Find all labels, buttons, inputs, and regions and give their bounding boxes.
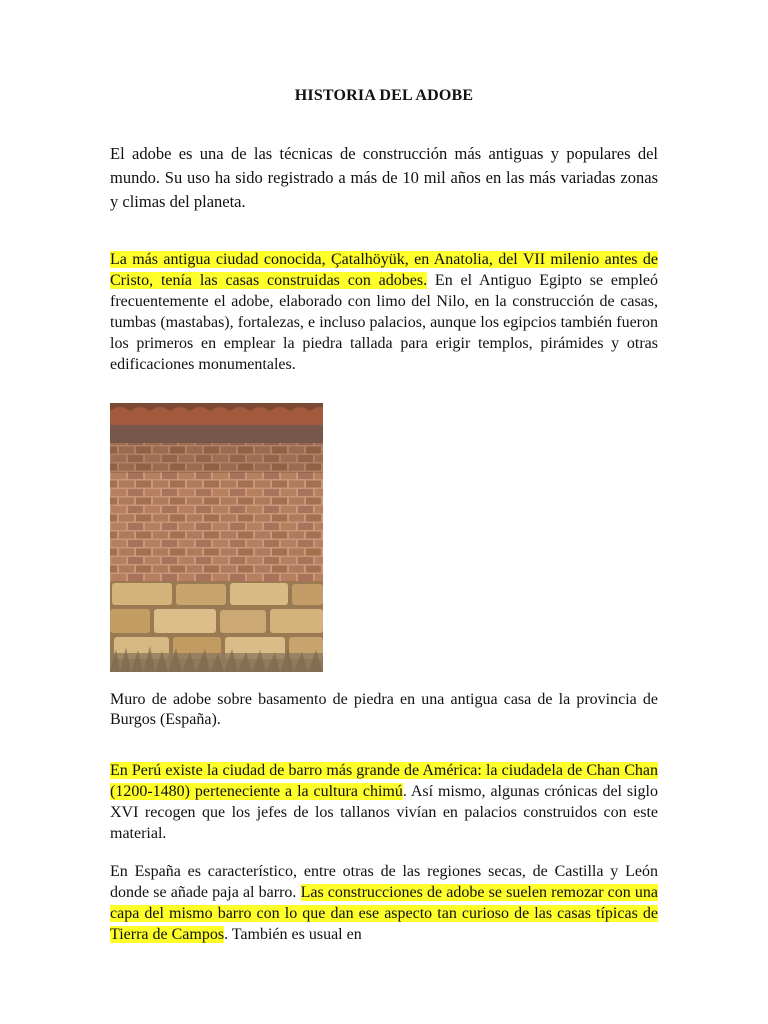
paragraph-text: En el Antiguo Egipto se empleó frecuentemente el adobe, elaborado con limo del Nilo, en la construcción de casas, tumbas (mastabas), fortalezas, e incluso palacios, aunque los egipcios también fueron los primeros en emplear la piedra tallada para erigir templos, pirámides y otras edificaciones monumentales. [110,272,659,373]
paragraph-text: . También es usual en [224,926,362,943]
paragraph-espana [110,861,658,945]
highlighted-text: Las construcciones de adobe se suelen remozar con una capa del mismo barro con lo que dan ese aspecto tan curioso de las casas típicas de Tierra de Campos [110,884,659,943]
highlighted-text: La más antigua ciudad conocida, Çatalhöyük, en Anatolia, del VII milenio antes de Cristo, tenía las casas construidas con adobes. [110,251,658,289]
paragraph-text: . Así mismo, algunas crónicas del siglo XVI recogen que los jefes de los tallanos vivían en palacios construidos con este material. [110,783,659,842]
highlighted-text: En Perú existe la ciudad de barro más grande de América: la ciudadela de Chan Chan (1200-1480) perteneciente a la cultura chimú [110,762,658,800]
adobe-wall-photo [110,403,323,672]
paragraph-peru [110,760,658,844]
document-title: HISTORIA DEL ADOBE [294,87,474,104]
intro-paragraph: El adobe es una de las técnicas de construcción más antiguas y populares del mundo. Su uso ha sido registrado a más de 10 mil años en las más variadas zonas y climas del planeta. [110,143,658,211]
paragraph-text: En España es característico, entre otras de las regiones secas, de Castilla y León donde se añade paja al barro. [110,863,658,901]
paragraph-catalhoyuk [110,249,658,375]
image-caption: Muro de adobe sobre basamento de piedra en una antigua casa de la provincia de Burgos (España). [110,691,658,728]
adobe-wall-illustration [110,403,323,672]
